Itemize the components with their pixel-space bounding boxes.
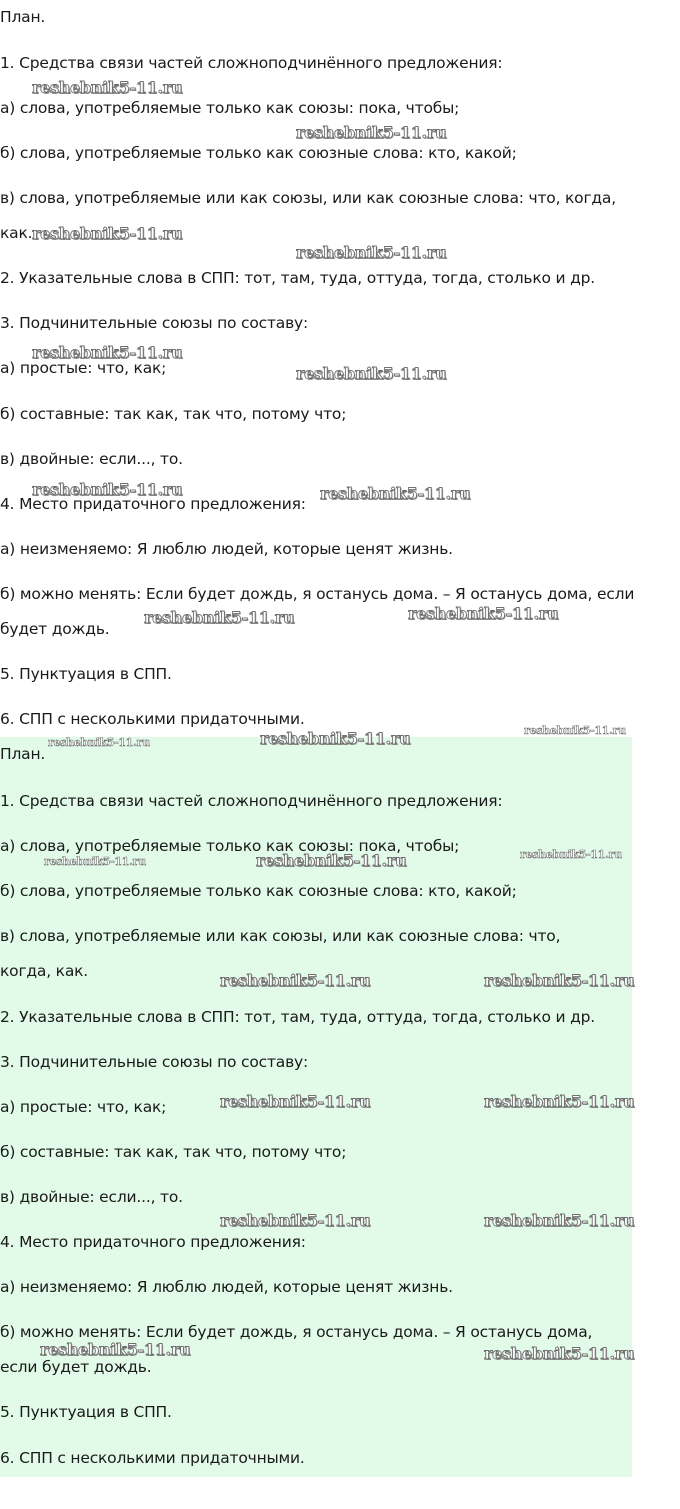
watermark: reshebnik5-11.ru [48,736,150,749]
watermark: reshebnik5-11.ru [408,604,559,623]
plan-item-5: 5. Пунктуация в СПП. [0,665,172,683]
plan-heading: План. [0,8,46,26]
watermark: reshebnik5-11.ru [484,971,635,990]
plan-item-4: 4. Место придаточного предложения: [0,495,306,513]
plan-item-2: 2. Указательные слова в СПП: тот, там, туда, оттуда, тогда, столько и др. [0,1008,596,1026]
plan-item-3: 3. Подчинительные союзы по составу: [0,1053,309,1071]
watermark: reshebnik5-11.ru [524,724,626,737]
watermark: reshebnik5-11.ru [260,729,411,748]
watermark: reshebnik5-11.ru [220,1211,371,1230]
plan-item-1b: б) слова, употребляемые только как союзные слова: кто, какой; [0,144,517,162]
plan-item-1: 1. Средства связи частей сложноподчинённого предложения: [0,792,503,810]
plan-item-4b-cont: если будет дождь. [0,1358,152,1376]
watermark: reshebnik5-11.ru [484,1344,635,1363]
plan-item-4b-cont: будет дождь. [0,620,110,638]
plan-item-1a: а) слова, употребляемые только как союзы: пока, чтобы; [0,837,460,855]
plan-item-3c: в) двойные: если..., то. [0,450,183,468]
watermark: reshebnik5-11.ru [44,855,146,868]
plan-item-3c: в) двойные: если..., то. [0,1188,183,1206]
plan-item-5: 5. Пунктуация в СПП. [0,1403,172,1421]
watermark: reshebnik5-11.ru [484,1211,635,1230]
watermark: reshebnik5-11.ru [320,484,471,503]
plan-item-1a: а) слова, употребляемые только как союзы: пока, чтобы; [0,99,460,117]
watermark: reshebnik5-11.ru [144,608,295,627]
plan-item-1: 1. Средства связи частей сложноподчинённого предложения: [0,54,503,72]
watermark: reshebnik5-11.ru [256,851,407,870]
plan-item-1c: в) слова, употребляемые или как союзы, или как союзные слова: что, [0,927,561,945]
watermark: reshebnik5-11.ru [484,1092,635,1111]
plan-item-4b: б) можно менять: Если будет дождь, я останусь дома. – Я останусь дома, [0,1323,593,1341]
watermark: reshebnik5-11.ru [220,971,371,990]
watermark: reshebnik5-11.ru [296,243,447,262]
plan-item-6: 6. СПП с несколькими придаточными. [0,1449,305,1467]
watermark: reshebnik5-11.ru [520,848,622,861]
plan-item-2: 2. Указательные слова в СПП: тот, там, туда, оттуда, тогда, столько и др. [0,269,596,287]
watermark: reshebnik5-11.ru [32,343,183,362]
plan-item-6: 6. СПП с несколькими придаточными. [0,710,305,728]
plan-item-3a: а) простые: что, как; [0,359,167,377]
plan-item-3: 3. Подчинительные союзы по составу: [0,314,309,332]
plan-item-1b: б) слова, употребляемые только как союзные слова: кто, какой; [0,882,517,900]
plan-item-1c-cont: когда, как. [0,962,89,980]
plan-item-4b: б) можно менять: Если будет дождь, я останусь дома. – Я останусь дома, если [0,585,635,603]
plan-item-4: 4. Место придаточного предложения: [0,1233,306,1251]
plan-heading: План. [0,745,46,763]
watermark: reshebnik5-11.ru [220,1092,371,1111]
plan-item-4a: а) неизменяемо: Я люблю людей, которые ценят жизнь. [0,540,453,558]
plan-item-1c-cont: как. [0,224,33,242]
plan-item-3b: б) составные: так как, так что, потому что; [0,1143,347,1161]
plan-item-3b: б) составные: так как, так что, потому что; [0,405,347,423]
watermark: reshebnik5-11.ru [32,78,183,97]
watermark: reshebnik5-11.ru [40,1340,191,1359]
watermark: reshebnik5-11.ru [32,480,183,499]
watermark: reshebnik5-11.ru [296,364,447,383]
watermark: reshebnik5-11.ru [296,123,447,142]
watermark: reshebnik5-11.ru [32,224,183,243]
plan-item-4a: а) неизменяемо: Я люблю людей, которые ценят жизнь. [0,1278,453,1296]
plan-item-1c: в) слова, употребляемые или как союзы, или как союзные слова: что, когда, [0,189,616,207]
plan-item-3a: а) простые: что, как; [0,1098,167,1116]
